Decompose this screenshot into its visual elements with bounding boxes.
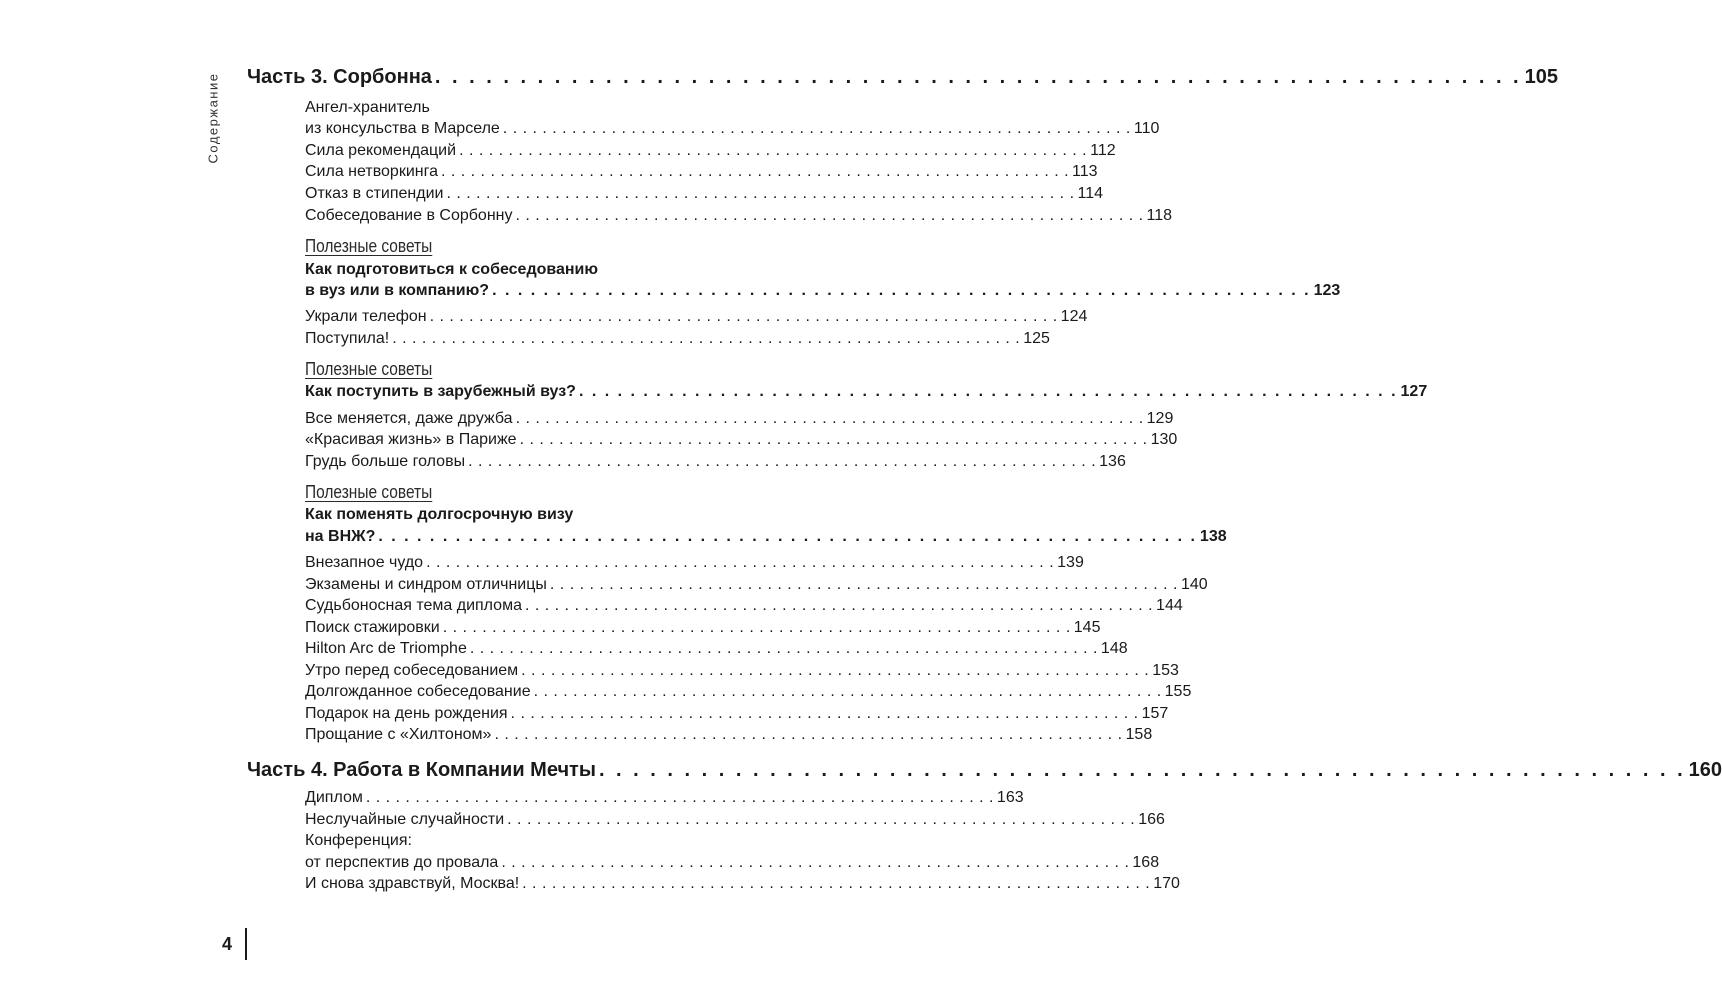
tips-section-label: Полезные советы: [305, 236, 433, 256]
toc-entry-page: 139: [1057, 554, 1084, 571]
toc-entry-title: Неслучайные случайности: [305, 811, 505, 828]
toc-entry-title: Сила нетворкинга: [305, 163, 438, 180]
dot-leader: . . . . . . . . . . . . . . . . . . . . . . . . . . . . . . . . . . . . . . . . . . . . . . . . . . . . . . . . . . . . . . . .: [468, 453, 1097, 470]
toc-entry-page: 112: [1090, 142, 1116, 159]
toc-tip-entry[interactable]: [305, 282, 1341, 300]
dot-leader: . . . . . . . . . . . . . . . . . . . . . . . . . . . . . . . . . . . . . . . . . . . . . . . . . . . . . . . . . . . . . . . .: [533, 683, 1162, 700]
toc-entry-title: Поиск стажировки: [305, 619, 440, 636]
toc-entry-page: 130: [1150, 431, 1178, 448]
toc-entry-page: 166: [1138, 811, 1165, 828]
dot-leader: . . . . . . . . . . . . . . . . . . . . . . . . . . . . . . . . . . . . . . . . . . . . . . . . . . . . . . . . . . . . . . . .: [501, 854, 1130, 871]
tips-section-label: Полезные советы: [305, 359, 433, 379]
toc-entry-title: Грудь больше головы: [305, 453, 466, 470]
toc-entry-page: 114: [1077, 185, 1104, 202]
toc-entry-title: «Красивая жизнь» в Париже: [305, 431, 517, 448]
toc-entry-page: 127: [1400, 383, 1428, 400]
dot-leader: . . . . . . . . . . . . . . . . . . . . . . . . . . . . . . . . . . . . . . . . . . . . . . . . . . . . . . . . . . . . . . . .: [549, 576, 1178, 593]
dot-leader: . . . . . . . . . . . . . . . . . . . . . . . . . . . . . . . . . . . . . . . . . . . . . . . . . . . . . . . . . . . . . . . .: [494, 726, 1123, 743]
dot-leader: . . . . . . . . . . . . . . . . . . . . . . . . . . . . . . . . . . . . . . . . . . . . . . . . . . . . . . . . . . . . . . . .: [515, 410, 1144, 427]
toc-part-title: Часть 3. Сорбонна: [247, 66, 432, 88]
toc-entry-title: Как поступить в зарубежный вуз?: [305, 383, 576, 400]
dot-leader: . . . . . . . . . . . . . . . . . . . . . . . . . . . . . . . . . . . . . . . . . . . . . . . . . . . . . . . . . . . . . . . .: [598, 759, 1686, 781]
dot-leader: . . . . . . . . . . . . . . . . . . . . . . . . . . . . . . . . . . . . . . . . . . . . . . . . . . . . . . . . . . . . . . . .: [440, 163, 1070, 180]
toc-entry-title: от перспектив до провала: [305, 854, 499, 871]
toc-entry-title: Все меняется, даже дружба: [305, 410, 513, 427]
toc-part[interactable]: [247, 66, 1558, 89]
toc-entry-page: 118: [1146, 207, 1173, 224]
toc-entry-page: 129: [1146, 410, 1174, 427]
toc-entry-page: 138: [1199, 528, 1227, 545]
toc-entry[interactable]: [305, 726, 1153, 744]
toc-entry-page: 140: [1180, 576, 1208, 593]
toc-part[interactable]: [247, 759, 1722, 782]
toc-entry[interactable]: [305, 662, 1179, 680]
toc-entry-title: Судьбоносная тема диплома: [305, 597, 522, 614]
toc-entry-page: 170: [1153, 875, 1180, 892]
toc-entry[interactable]: [305, 120, 1160, 138]
toc-entry-line: Конференция:: [305, 832, 412, 849]
tips-section-label: Полезные советы: [305, 482, 433, 502]
toc-entry-page: 163: [996, 789, 1024, 806]
toc-tip-entry[interactable]: [305, 383, 1428, 401]
toc-entry[interactable]: [305, 683, 1192, 701]
toc-entry-title: Утро перед собеседованием: [305, 662, 519, 679]
dot-leader: . . . . . . . . . . . . . . . . . . . . . . . . . . . . . . . . . . . . . . . . . . . . . . . . . . . . . . . . . . . . . . . .: [434, 66, 1522, 88]
toc-entry-page: 144: [1156, 597, 1183, 614]
toc-entry-title: Внезапное чудо: [305, 554, 424, 571]
toc-entry[interactable]: [305, 431, 1178, 449]
dot-leader: . . . . . . . . . . . . . . . . . . . . . . . . . . . . . . . . . . . . . . . . . . . . . . . . . . . . . . . . . . . . . . . .: [507, 811, 1136, 828]
toc-entry[interactable]: [305, 576, 1208, 594]
page-number: 4: [222, 934, 233, 954]
page-number-divider: [245, 928, 247, 960]
toc-entry-title: И снова здравствуй, Москва!: [305, 875, 520, 892]
toc-entry[interactable]: [305, 811, 1165, 829]
toc-entry-page: 155: [1164, 683, 1192, 700]
toc-entry-line: Как подготовиться к собеседованию: [305, 261, 599, 278]
dot-leader: . . . . . . . . . . . . . . . . . . . . . . . . . . . . . . . . . . . . . . . . . . . . . . . . . . . . . . . . . . . . . . . .: [524, 597, 1154, 614]
toc-entry[interactable]: [305, 142, 1116, 160]
toc-entry-page: 158: [1125, 726, 1153, 743]
toc-tip-entry[interactable]: [305, 528, 1227, 546]
toc-entry[interactable]: [305, 207, 1173, 225]
toc-entry[interactable]: [305, 875, 1180, 893]
toc-entry-page: 113: [1072, 163, 1098, 180]
dot-leader: . . . . . . . . . . . . . . . . . . . . . . . . . . . . . . . . . . . . . . . . . . . . . . . . . . . . . . . . . . . . . . . .: [392, 330, 1021, 347]
toc-entry[interactable]: [305, 453, 1126, 471]
dot-leader: . . . . . . . . . . . . . . . . . . . . . . . . . . . . . . . . . . . . . . . . . . . . . . . . . . . . . . . . . . . . . . . .: [502, 120, 1131, 137]
toc-entry-page: 123: [1313, 282, 1341, 299]
toc-entry-page: 153: [1152, 662, 1179, 679]
toc-entry-page: 136: [1099, 453, 1126, 470]
toc-entry-title: Подарок на день рождения: [305, 705, 508, 722]
toc-entry-title: Украли телефон: [305, 308, 427, 325]
dot-leader: . . . . . . . . . . . . . . . . . . . . . . . . . . . . . . . . . . . . . . . . . . . . . . . . . . . . . . . . . . . . . . . .: [365, 789, 994, 806]
toc-entry-page: 145: [1073, 619, 1101, 636]
toc-entry[interactable]: [305, 705, 1169, 723]
toc-entry[interactable]: [305, 640, 1128, 658]
dot-leader: . . . . . . . . . . . . . . . . . . . . . . . . . . . . . . . . . . . . . . . . . . . . . . . . . . . . . . . . . . . . . . . .: [469, 640, 1098, 657]
toc-entry-title: Диплом: [305, 789, 363, 806]
toc-entry-page: 110: [1133, 120, 1160, 137]
toc-entry[interactable]: [305, 554, 1084, 572]
dot-leader: . . . . . . . . . . . . . . . . . . . . . . . . . . . . . . . . . . . . . . . . . . . . . . . . . . . . . . . . . . . . . . . .: [378, 528, 1197, 545]
toc-entry-line: Ангел-хранитель: [305, 99, 430, 116]
dot-leader: . . . . . . . . . . . . . . . . . . . . . . . . . . . . . . . . . . . . . . . . . . . . . . . . . . . . . . . . . . . . . . . .: [446, 185, 1075, 202]
toc-entry[interactable]: [305, 410, 1174, 428]
toc-entry-title: на ВНЖ?: [305, 528, 376, 545]
toc-entry-title: Собеседование в Сорбонну: [305, 207, 513, 224]
toc-entry-line: Как поменять долгосрочную визу: [305, 506, 574, 523]
toc-entry-title: из консульства в Марселе: [305, 120, 500, 137]
dot-leader: . . . . . . . . . . . . . . . . . . . . . . . . . . . . . . . . . . . . . . . . . . . . . . . . . . . . . . . . . . . . . . . .: [442, 619, 1071, 636]
toc-entry-page: 125: [1023, 330, 1050, 347]
toc-entry-title: в вуз или в компанию?: [305, 282, 490, 299]
dot-leader: . . . . . . . . . . . . . . . . . . . . . . . . . . . . . . . . . . . . . . . . . . . . . . . . . . . . . . . . . . . . . . . .: [519, 431, 1148, 448]
toc-entry-title: Прощание с «Хилтоном»: [305, 726, 492, 743]
toc-entry-title: Долгожданное собеседование: [305, 683, 531, 700]
dot-leader: . . . . . . . . . . . . . . . . . . . . . . . . . . . . . . . . . . . . . . . . . . . . . . . . . . . . . . . . . . . . . . . .: [492, 282, 1311, 299]
dot-leader: . . . . . . . . . . . . . . . . . . . . . . . . . . . . . . . . . . . . . . . . . . . . . . . . . . . . . . . . . . . . . . . .: [510, 705, 1139, 722]
toc-entry[interactable]: [305, 854, 1160, 872]
side-label: Содержание: [205, 72, 221, 164]
toc-entry-title: Отказ в стипендии: [305, 185, 444, 202]
toc-entry-page: 157: [1141, 705, 1169, 722]
toc-entry[interactable]: [305, 789, 1024, 807]
toc-entry-title: Сила рекомендаций: [305, 142, 457, 159]
toc-entry-page: 148: [1100, 640, 1128, 657]
toc-entry[interactable]: [305, 330, 1050, 348]
dot-leader: . . . . . . . . . . . . . . . . . . . . . . . . . . . . . . . . . . . . . . . . . . . . . . . . . . . . . . . . . . . . . . . .: [426, 554, 1055, 571]
toc-entry[interactable]: [305, 163, 1098, 181]
toc-entry-title: Поступила!: [305, 330, 390, 347]
toc-part-page: 160: [1688, 759, 1722, 781]
dot-leader: . . . . . . . . . . . . . . . . . . . . . . . . . . . . . . . . . . . . . . . . . . . . . . . . . . . . . . . . . . . . . . . .: [515, 207, 1144, 224]
toc-entry[interactable]: [305, 619, 1101, 637]
dot-leader: . . . . . . . . . . . . . . . . . . . . . . . . . . . . . . . . . . . . . . . . . . . . . . . . . . . . . . . . . . . . . . . .: [521, 662, 1150, 679]
toc-entry-title: Hilton Arc de Triomphe: [305, 640, 467, 657]
toc-entry[interactable]: [305, 597, 1183, 615]
toc-part-title: Часть 4. Работа в Компании Мечты: [247, 759, 596, 781]
toc-part-page: 105: [1524, 66, 1558, 88]
toc-entry-page: 168: [1132, 854, 1160, 871]
toc-entry[interactable]: [305, 308, 1088, 326]
toc-entry-page: 124: [1060, 308, 1088, 325]
toc-entry-title: Экзамены и синдром отличницы: [305, 576, 547, 593]
dot-leader: . . . . . . . . . . . . . . . . . . . . . . . . . . . . . . . . . . . . . . . . . . . . . . . . . . . . . . . . . . . . . . . .: [459, 142, 1088, 159]
dot-leader: . . . . . . . . . . . . . . . . . . . . . . . . . . . . . . . . . . . . . . . . . . . . . . . . . . . . . . . . . . . . . . . .: [429, 308, 1058, 325]
dot-leader: . . . . . . . . . . . . . . . . . . . . . . . . . . . . . . . . . . . . . . . . . . . . . . . . . . . . . . . . . . . . . . . .: [522, 875, 1151, 892]
toc-entry[interactable]: [305, 185, 1104, 203]
dot-leader: . . . . . . . . . . . . . . . . . . . . . . . . . . . . . . . . . . . . . . . . . . . . . . . . . . . . . . . . . . . . . . . .: [578, 383, 1398, 400]
